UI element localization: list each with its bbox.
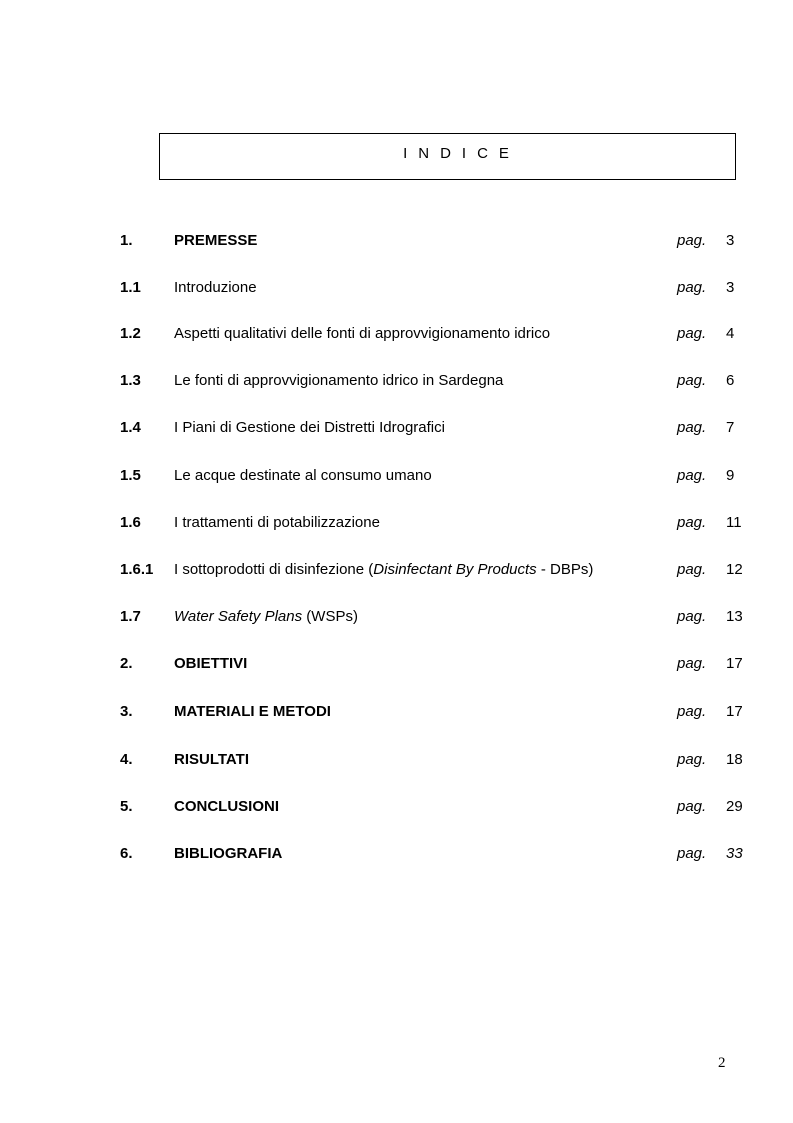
entry-pag: pag. [677, 655, 707, 672]
entry-label: Aspetti qualitativi delle fonti di approvvigionamento idrico [174, 325, 551, 342]
entry-pag: pag. [677, 845, 707, 862]
toc-entry [0, 654, 793, 674]
entry-number: 1.7 [120, 608, 141, 625]
entry-pag: pag. [677, 798, 707, 815]
entry-label [174, 560, 593, 580]
entry-page: 17 [726, 703, 743, 720]
entry-pag: pag. [677, 561, 707, 578]
entry-page: 18 [726, 751, 743, 768]
entry-page: 9 [726, 467, 735, 484]
entry-pag: pag. [677, 608, 707, 625]
entry-pag: pag. [677, 325, 707, 342]
entry-number: 1.6 [120, 514, 141, 531]
entry-label: MATERIALI E METODI [174, 703, 331, 720]
entry-pag: pag. [677, 372, 707, 389]
entry-number: 1.5 [120, 467, 141, 484]
entry-number: 5. [120, 798, 133, 815]
entry-label: OBIETTIVI [174, 655, 248, 672]
entry-number: 1. [120, 232, 133, 249]
entry-pag: pag. [677, 419, 707, 436]
entry-label-italic: Disinfectant By Products [373, 561, 537, 578]
entry-page: 3 [726, 232, 735, 249]
entry-page: 17 [726, 655, 743, 672]
entry-label [174, 607, 358, 627]
entry-label: I Piani di Gestione dei Distretti Idrografici [174, 419, 445, 436]
toc-entry [0, 797, 793, 817]
entry-label: CONCLUSIONI [174, 798, 279, 815]
entry-pag: pag. [677, 703, 707, 720]
entry-page: 4 [726, 325, 735, 342]
page-number: 2 [718, 1055, 726, 1071]
toc-entry [0, 560, 793, 580]
entry-pag: pag. [677, 232, 707, 249]
toc-entry [0, 418, 793, 438]
toc-entry [0, 844, 793, 864]
toc-entry [0, 750, 793, 770]
entry-number: 1.2 [120, 325, 141, 342]
toc-entry [0, 702, 793, 722]
toc-entry [0, 278, 793, 298]
entry-label-italic: Water Safety Plans [174, 608, 303, 625]
entry-page: 29 [726, 798, 743, 815]
entry-page: 12 [726, 561, 743, 578]
entry-page: 6 [726, 372, 735, 389]
entry-label: RISULTATI [174, 751, 249, 768]
toc-entry [0, 607, 793, 627]
entry-number: 1.1 [120, 279, 141, 296]
entry-label-part: I sottoprodotti di disinfezione ( [174, 561, 374, 578]
entry-number: 4. [120, 751, 133, 768]
entry-number: 1.3 [120, 372, 141, 389]
entry-page: 13 [726, 608, 743, 625]
entry-number: 1.4 [120, 419, 141, 436]
index-title: INDICE [403, 145, 520, 162]
entry-number: 2. [120, 655, 133, 672]
toc-entry [0, 371, 793, 391]
entry-number: 6. [120, 845, 133, 862]
toc-entry [0, 324, 793, 344]
entry-page: 33 [726, 845, 743, 862]
entry-pag: pag. [677, 467, 707, 484]
entry-label: Le fonti di approvvigionamento idrico in Sardegna [174, 372, 504, 389]
entry-number: 1.6.1 [120, 561, 154, 578]
entry-pag: pag. [677, 751, 707, 768]
entry-label-part: (WSPs) [302, 608, 358, 625]
entry-page: 11 [726, 514, 742, 531]
entry-label: Introduzione [174, 279, 257, 296]
entry-number: 3. [120, 703, 133, 720]
toc-entry [0, 231, 793, 251]
toc-entry [0, 513, 793, 533]
entry-pag: pag. [677, 514, 707, 531]
entry-label: PREMESSE [174, 232, 258, 249]
entry-label-part: - DBPs) [536, 561, 594, 578]
index-title-box [159, 133, 736, 180]
entry-label: BIBLIOGRAFIA [174, 845, 283, 862]
entry-label: Le acque destinate al consumo umano [174, 467, 432, 484]
entry-pag: pag. [677, 279, 707, 296]
entry-page: 7 [726, 419, 735, 436]
entry-label: I trattamenti di potabilizzazione [174, 514, 380, 531]
entry-page: 3 [726, 279, 735, 296]
toc-entry [0, 466, 793, 486]
